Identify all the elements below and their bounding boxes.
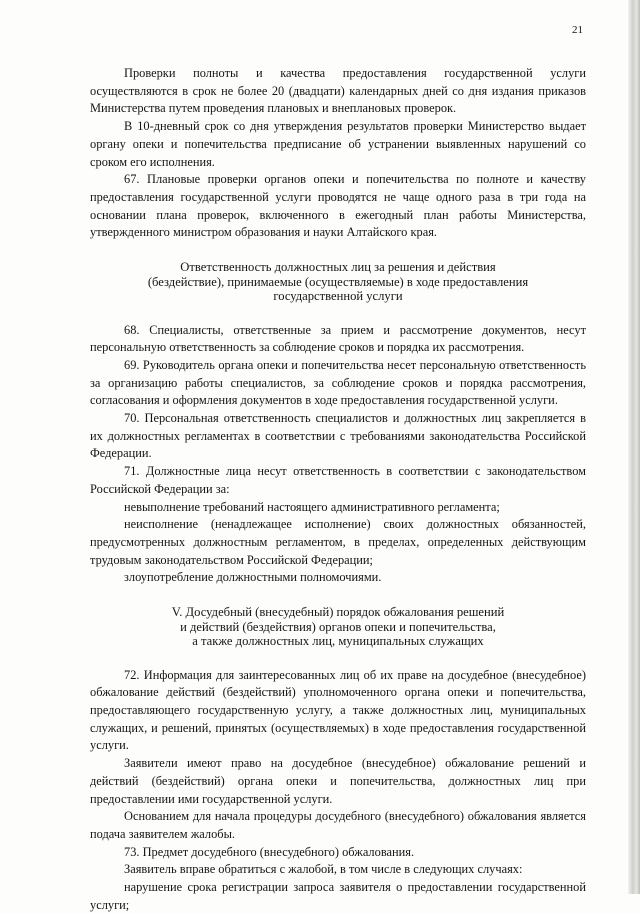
paragraph: Заявитель вправе обратиться с жалобой, в том числе в следующих случаях: [124,862,523,877]
heading-line: и действий (бездействия) органов опеки и попечительства, [180,619,496,634]
list-item: невыполнение требований настоящего административного регламента; [124,499,500,514]
paragraph: Заявители имеют право на досудебное (внесудебное) обжалование решений и действий (бездействий) органа опеки и попечительства, должностных лиц при предоставлении ими государственной услуги. [90,756,586,806]
paragraph-68: 68. Специалисты, ответственные за прием и рассмотрение документов, несут персональную ответственность за соблюдение сроков и порядка их рассмотрения. [90,322,586,355]
paragraph-67: 67. Плановые проверки органов опеки и попечительства по полноте и качеству предоставления государственной услуги проводятся не чаще одного раза в три года на основании плана проверок, включенного в ежегодный план работы Министерства, утвержденного министром образования и науки Алтайского края. [90,172,586,240]
heading-line: государственной услуги [273,289,403,304]
paragraph-72: 72. Информация для заинтересованных лиц об их праве на досудебное (внесудебное) обжалование действий (бездействий) уполномоченного органа опеки и попечительства, предоставляющего государственную услугу, а также должностных лиц, муниципальных служащих, и решений, принятых (осуществляемых) в ходе предоставления государственной услуги. [90,667,586,753]
list-item: злоупотребление должностными полномочиями. [124,570,382,585]
paragraph-73: 73. Предмет досудебного (внесудебного) обжалования. [124,844,415,859]
list-item: неисполнение (ненадлежащее исполнение) своих должностных обязанностей, предусмотренных должностным регламентом, в пределах, определенных действующим трудовым законодательством Российской Федерации; [90,517,586,567]
paragraph-69: 69. Руководитель органа опеки и попечительства несет персональную ответственность за организацию работы специалистов, за соблюдение сроков и порядка рассмотрения, согласования и оформления документов в ходе предоставления государственной услуги. [90,357,586,408]
heading-line: Ответственность должностных лиц за решения и действия [180,260,496,275]
heading-line: а также должностных лиц, муниципальных служащих [192,634,484,649]
section-heading-appeal [90,605,586,649]
paragraph-70: 70. Персональная ответственность специалистов и должностных лиц закрепляется в их должностных регламентах в соответствии с требованиями законодательства Российской Федерации. [90,411,586,461]
paragraph: Проверки полноты и качества предоставления государственной услуги осуществляются в срок не более 20 (двадцати) календарных дней со дня издания приказов Министерства путем проведения плановых и внеплановых проверок. [90,66,586,116]
page-number: 21 [572,24,583,36]
document-body [90,65,586,914]
paragraph: В 10-дневный срок со дня утверждения результатов проверки Министерство выдает органу опеки и попечительства предписание об устранении выявленных нарушений со сроком его исполнения. [90,119,586,169]
scanned-page-edge [628,0,640,894]
heading-line: V. Досудебный (внесудебный) порядок обжалования решений [171,605,505,620]
paragraph: Основанием для начала процедуры досудебного (внесудебного) обжалования является подача заявителем жалобы. [90,809,586,841]
heading-line: (бездействие), принимаемые (осуществляемые) в ходе предоставления [147,274,529,289]
paragraph-71: 71. Должностные лица несут ответственность в соответствии с законодательством Российской Федерации за: [90,464,586,496]
list-item: нарушение срока регистрации запроса заявителя о предоставлении государственной услуги; [90,880,586,912]
section-heading-responsibility [90,260,586,304]
